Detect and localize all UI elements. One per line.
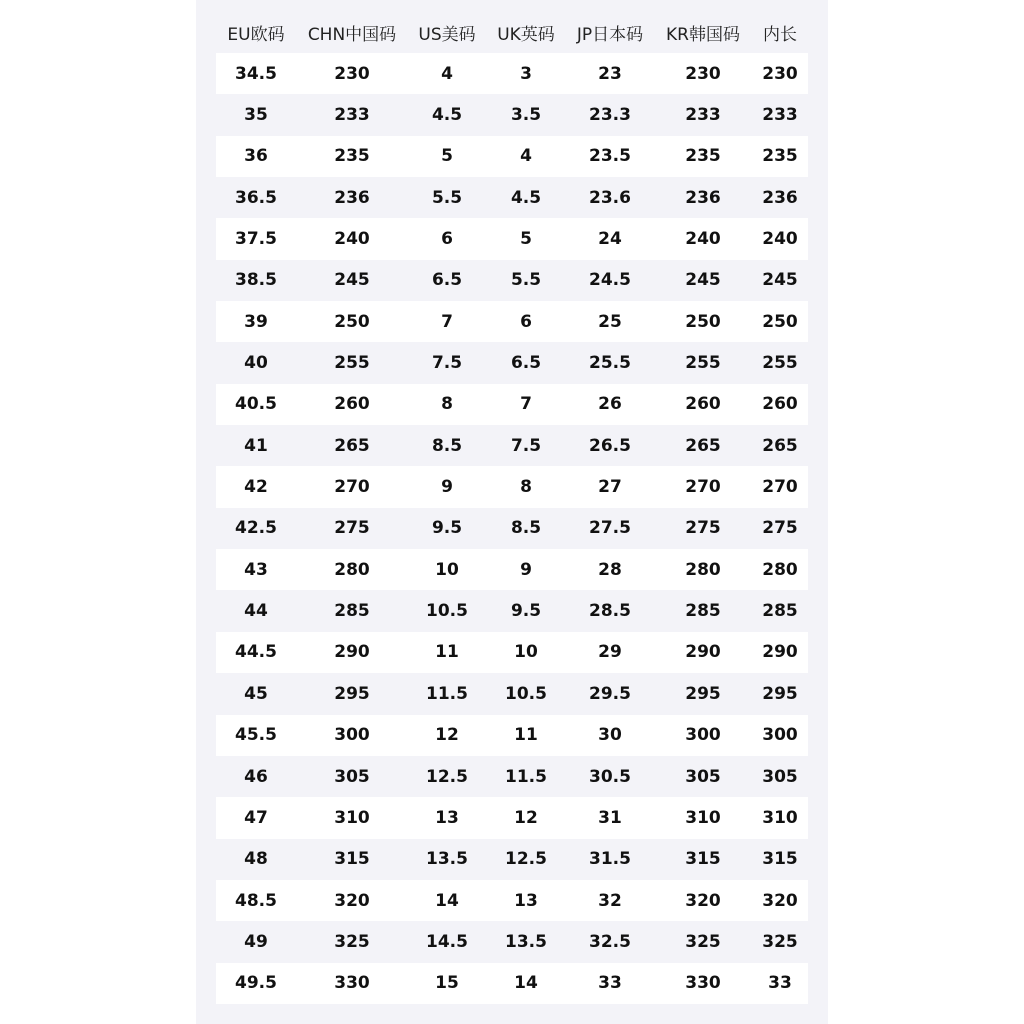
cell-inner-length: 255 bbox=[762, 353, 798, 374]
cell-us: 9.5 bbox=[431, 518, 463, 539]
cell-kr: 250 bbox=[685, 311, 721, 332]
cell-eu: 46 bbox=[244, 766, 268, 787]
cell-jp: 25.5 bbox=[589, 353, 631, 374]
cell-eu: 48.5 bbox=[235, 890, 277, 911]
cell-eu: 45.5 bbox=[235, 725, 277, 746]
cell-jp: 26.5 bbox=[589, 435, 631, 456]
cell-inner-length: 280 bbox=[762, 559, 798, 580]
cell-eu: 43 bbox=[244, 559, 268, 580]
header-inner-length: 内长 bbox=[763, 24, 797, 45]
cell-jp: 23.3 bbox=[589, 105, 631, 126]
cell-jp: 29.5 bbox=[589, 683, 631, 704]
cell-uk: 3 bbox=[520, 63, 532, 84]
cell-chn: 300 bbox=[334, 725, 370, 746]
cell-kr: 280 bbox=[685, 559, 721, 580]
cell-us: 7 bbox=[441, 311, 453, 332]
cell-chn: 250 bbox=[334, 311, 370, 332]
cell-uk: 9.5 bbox=[510, 601, 542, 622]
cell-us: 11.5 bbox=[426, 683, 468, 704]
cell-chn: 233 bbox=[334, 105, 370, 126]
cell-inner-length: 310 bbox=[762, 807, 798, 828]
cell-eu: 36.5 bbox=[235, 187, 277, 208]
cell-jp: 29 bbox=[598, 642, 622, 663]
cell-kr: 275 bbox=[685, 518, 721, 539]
cell-kr: 233 bbox=[685, 105, 721, 126]
cell-kr: 330 bbox=[685, 973, 721, 994]
cell-eu: 34.5 bbox=[235, 63, 277, 84]
cell-inner-length: 295 bbox=[762, 683, 798, 704]
cell-jp: 26 bbox=[598, 394, 622, 415]
cell-us: 8.5 bbox=[431, 435, 463, 456]
table-row bbox=[216, 260, 808, 301]
cell-jp: 30 bbox=[598, 725, 622, 746]
table-row bbox=[216, 384, 808, 425]
cell-eu: 41 bbox=[244, 435, 268, 456]
cell-uk: 3.5 bbox=[510, 105, 542, 126]
table-row bbox=[216, 590, 808, 631]
cell-inner-length: 270 bbox=[762, 477, 798, 498]
header-uk: UK英码 bbox=[497, 24, 555, 45]
cell-uk: 8.5 bbox=[510, 518, 542, 539]
cell-uk: 12.5 bbox=[505, 849, 547, 870]
cell-chn: 240 bbox=[334, 229, 370, 250]
table-row bbox=[216, 632, 808, 673]
cell-uk: 8 bbox=[520, 477, 532, 498]
cell-us: 14 bbox=[435, 890, 459, 911]
cell-kr: 300 bbox=[685, 725, 721, 746]
cell-us: 14.5 bbox=[426, 931, 468, 952]
table-row bbox=[216, 508, 808, 549]
table-row bbox=[216, 797, 808, 838]
size-chart-rows bbox=[216, 53, 808, 1004]
cell-uk: 6 bbox=[520, 311, 532, 332]
cell-chn: 290 bbox=[334, 642, 370, 663]
cell-us: 8 bbox=[441, 394, 453, 415]
table-row bbox=[216, 342, 808, 383]
cell-kr: 295 bbox=[685, 683, 721, 704]
cell-eu: 49 bbox=[244, 931, 268, 952]
cell-inner-length: 235 bbox=[762, 146, 798, 167]
cell-inner-length: 236 bbox=[762, 187, 798, 208]
cell-us: 13.5 bbox=[426, 849, 468, 870]
cell-inner-length: 265 bbox=[762, 435, 798, 456]
size-chart-header bbox=[216, 12, 808, 52]
cell-kr: 255 bbox=[685, 353, 721, 374]
cell-inner-length: 250 bbox=[762, 311, 798, 332]
cell-chn: 295 bbox=[334, 683, 370, 704]
table-row bbox=[216, 177, 808, 218]
table-row bbox=[216, 963, 808, 1004]
cell-eu: 40 bbox=[244, 353, 268, 374]
cell-chn: 330 bbox=[334, 973, 370, 994]
cell-jp: 27.5 bbox=[589, 518, 631, 539]
cell-us: 7.5 bbox=[431, 353, 463, 374]
cell-jp: 32.5 bbox=[589, 931, 631, 952]
cell-kr: 236 bbox=[685, 187, 721, 208]
cell-uk: 12 bbox=[514, 807, 538, 828]
cell-kr: 325 bbox=[685, 931, 721, 952]
cell-inner-length: 305 bbox=[762, 766, 798, 787]
cell-inner-length: 260 bbox=[762, 394, 798, 415]
cell-chn: 270 bbox=[334, 477, 370, 498]
cell-us: 6.5 bbox=[431, 270, 463, 291]
cell-kr: 315 bbox=[685, 849, 721, 870]
cell-us: 11 bbox=[435, 642, 459, 663]
cell-uk: 14 bbox=[514, 973, 538, 994]
cell-uk: 11 bbox=[514, 725, 538, 746]
cell-eu: 39 bbox=[244, 311, 268, 332]
cell-kr: 270 bbox=[685, 477, 721, 498]
cell-chn: 280 bbox=[334, 559, 370, 580]
cell-jp: 25 bbox=[598, 311, 622, 332]
cell-us: 10 bbox=[435, 559, 459, 580]
size-chart-panel bbox=[196, 0, 828, 1024]
cell-chn: 310 bbox=[334, 807, 370, 828]
cell-chn: 236 bbox=[334, 187, 370, 208]
cell-jp: 32 bbox=[598, 890, 622, 911]
cell-eu: 42.5 bbox=[235, 518, 277, 539]
cell-inner-length: 275 bbox=[762, 518, 798, 539]
cell-inner-length: 285 bbox=[762, 601, 798, 622]
cell-jp: 24 bbox=[598, 229, 622, 250]
cell-uk: 6.5 bbox=[510, 353, 542, 374]
cell-us: 12.5 bbox=[426, 766, 468, 787]
cell-us: 13 bbox=[435, 807, 459, 828]
cell-chn: 260 bbox=[334, 394, 370, 415]
cell-inner-length: 230 bbox=[762, 63, 798, 84]
table-row bbox=[216, 549, 808, 590]
table-row bbox=[216, 301, 808, 342]
cell-chn: 285 bbox=[334, 601, 370, 622]
cell-uk: 13 bbox=[514, 890, 538, 911]
header-eu: EU欧码 bbox=[227, 24, 285, 45]
cell-uk: 5.5 bbox=[510, 270, 542, 291]
table-row bbox=[216, 425, 808, 466]
cell-uk: 10.5 bbox=[505, 683, 547, 704]
cell-jp: 23.6 bbox=[589, 187, 631, 208]
cell-chn: 325 bbox=[334, 931, 370, 952]
cell-us: 4.5 bbox=[431, 105, 463, 126]
cell-eu: 49.5 bbox=[235, 973, 277, 994]
cell-inner-length: 325 bbox=[762, 931, 798, 952]
cell-us: 10.5 bbox=[426, 601, 468, 622]
cell-eu: 44 bbox=[244, 601, 268, 622]
cell-us: 12 bbox=[435, 725, 459, 746]
header-chn: CHN中国码 bbox=[307, 24, 397, 45]
cell-chn: 235 bbox=[334, 146, 370, 167]
table-row bbox=[216, 136, 808, 177]
table-row bbox=[216, 94, 808, 135]
cell-eu: 36 bbox=[244, 146, 268, 167]
cell-kr: 290 bbox=[685, 642, 721, 663]
cell-uk: 11.5 bbox=[505, 766, 547, 787]
header-us: US美码 bbox=[418, 24, 476, 45]
cell-uk: 10 bbox=[514, 642, 538, 663]
cell-kr: 310 bbox=[685, 807, 721, 828]
cell-inner-length: 240 bbox=[762, 229, 798, 250]
cell-eu: 44.5 bbox=[235, 642, 277, 663]
cell-inner-length: 245 bbox=[762, 270, 798, 291]
cell-jp: 23 bbox=[598, 63, 622, 84]
cell-jp: 28 bbox=[598, 559, 622, 580]
cell-us: 5.5 bbox=[431, 187, 463, 208]
cell-uk: 7.5 bbox=[510, 435, 542, 456]
cell-kr: 245 bbox=[685, 270, 721, 291]
table-row bbox=[216, 466, 808, 507]
cell-eu: 40.5 bbox=[235, 394, 277, 415]
cell-kr: 285 bbox=[685, 601, 721, 622]
cell-uk: 5 bbox=[520, 229, 532, 250]
cell-kr: 320 bbox=[685, 890, 721, 911]
table-row bbox=[216, 673, 808, 714]
header-jp: JP日本码 bbox=[576, 24, 644, 45]
cell-eu: 48 bbox=[244, 849, 268, 870]
cell-jp: 28.5 bbox=[589, 601, 631, 622]
table-row bbox=[216, 715, 808, 756]
cell-jp: 24.5 bbox=[589, 270, 631, 291]
table-row bbox=[216, 921, 808, 962]
cell-uk: 4 bbox=[520, 146, 532, 167]
cell-eu: 47 bbox=[244, 807, 268, 828]
cell-inner-length: 300 bbox=[762, 725, 798, 746]
table-row bbox=[216, 880, 808, 921]
cell-inner-length: 320 bbox=[762, 890, 798, 911]
cell-inner-length: 290 bbox=[762, 642, 798, 663]
cell-us: 6 bbox=[441, 229, 453, 250]
table-row bbox=[216, 756, 808, 797]
table-row bbox=[216, 839, 808, 880]
cell-uk: 9 bbox=[520, 559, 532, 580]
cell-eu: 42 bbox=[244, 477, 268, 498]
cell-inner-length: 233 bbox=[762, 105, 798, 126]
cell-eu: 37.5 bbox=[235, 229, 277, 250]
cell-chn: 245 bbox=[334, 270, 370, 291]
table-row bbox=[216, 218, 808, 259]
cell-inner-length: 33 bbox=[768, 973, 792, 994]
cell-kr: 235 bbox=[685, 146, 721, 167]
cell-us: 4 bbox=[441, 63, 453, 84]
cell-jp: 31.5 bbox=[589, 849, 631, 870]
cell-kr: 240 bbox=[685, 229, 721, 250]
cell-us: 15 bbox=[435, 973, 459, 994]
cell-jp: 23.5 bbox=[589, 146, 631, 167]
cell-inner-length: 315 bbox=[762, 849, 798, 870]
cell-us: 5 bbox=[441, 146, 453, 167]
cell-chn: 305 bbox=[334, 766, 370, 787]
cell-us: 9 bbox=[441, 477, 453, 498]
cell-eu: 45 bbox=[244, 683, 268, 704]
header-kr: KR韩国码 bbox=[666, 24, 740, 45]
cell-chn: 315 bbox=[334, 849, 370, 870]
table-row bbox=[216, 53, 808, 94]
cell-jp: 31 bbox=[598, 807, 622, 828]
cell-kr: 230 bbox=[685, 63, 721, 84]
cell-jp: 27 bbox=[598, 477, 622, 498]
cell-kr: 265 bbox=[685, 435, 721, 456]
cell-uk: 4.5 bbox=[510, 187, 542, 208]
cell-uk: 13.5 bbox=[505, 931, 547, 952]
cell-kr: 305 bbox=[685, 766, 721, 787]
cell-chn: 275 bbox=[334, 518, 370, 539]
cell-kr: 260 bbox=[685, 394, 721, 415]
cell-chn: 230 bbox=[334, 63, 370, 84]
cell-chn: 265 bbox=[334, 435, 370, 456]
cell-uk: 7 bbox=[520, 394, 532, 415]
cell-eu: 38.5 bbox=[235, 270, 277, 291]
cell-chn: 255 bbox=[334, 353, 370, 374]
cell-jp: 33 bbox=[598, 973, 622, 994]
cell-eu: 35 bbox=[244, 105, 268, 126]
cell-chn: 320 bbox=[334, 890, 370, 911]
cell-jp: 30.5 bbox=[589, 766, 631, 787]
